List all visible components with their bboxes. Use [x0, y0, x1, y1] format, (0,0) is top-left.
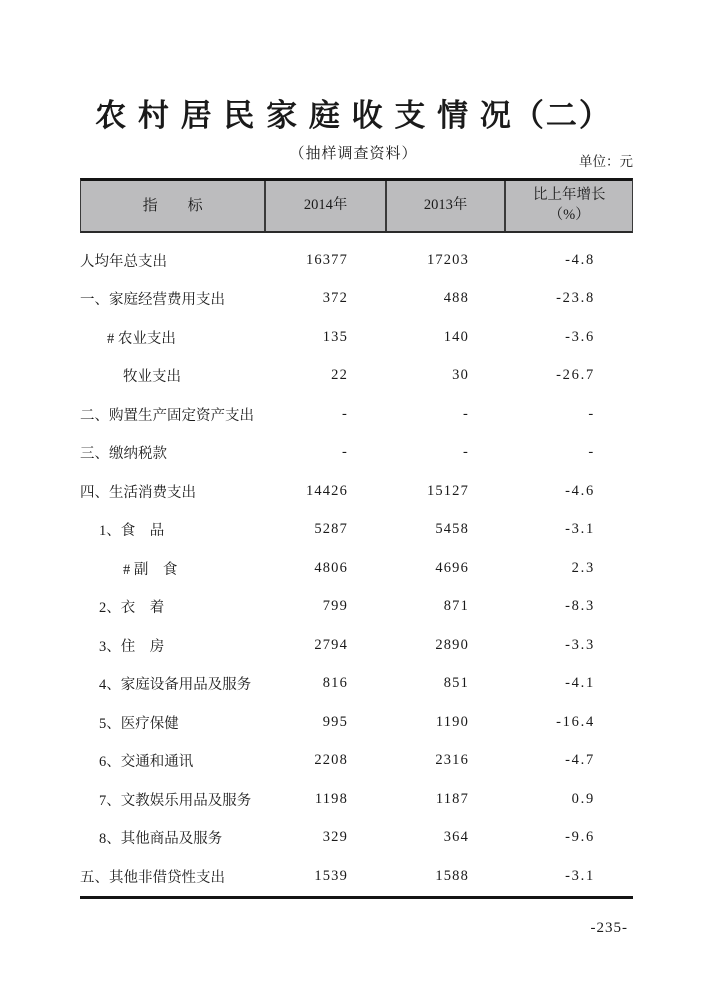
table-row — [80, 241, 633, 280]
row-label: 7、文教娱乐用品及服务 — [99, 792, 252, 809]
value-2013: 1190 — [435, 713, 469, 730]
value-growth-pct: -8.3 — [565, 598, 595, 615]
table-row — [80, 819, 633, 858]
row-label: 五、其他非借贷性支出 — [80, 869, 225, 886]
value-growth-pct: -3.3 — [565, 636, 595, 653]
row-label: 三、缴纳税款 — [80, 446, 167, 463]
table-row — [80, 742, 633, 781]
value-growth-pct: - — [588, 444, 595, 461]
value-growth-pct: 2.3 — [571, 559, 595, 576]
value-2014: - — [342, 444, 348, 461]
table-row — [80, 280, 633, 319]
expenditure-table — [80, 178, 633, 899]
row-label: 牧业支出 — [123, 369, 181, 386]
row-label: # 农业支出 — [107, 330, 176, 347]
row-label: 二、购置生产固定资产支出 — [80, 407, 254, 424]
table-row — [80, 665, 633, 704]
value-growth-pct: - — [588, 405, 595, 422]
value-2014: 16377 — [305, 251, 348, 268]
column-header-growth — [506, 181, 632, 231]
value-2014: - — [342, 405, 348, 422]
value-2014: 22 — [331, 367, 348, 384]
table-row — [80, 357, 633, 396]
value-2013: 5458 — [435, 521, 469, 538]
table-row — [80, 703, 633, 742]
row-label: 1、食 品 — [99, 523, 165, 540]
value-2014: 14426 — [305, 482, 348, 499]
value-growth-pct: 0.9 — [571, 790, 595, 807]
table-body — [80, 233, 633, 899]
value-2013: 4696 — [435, 559, 469, 576]
table-row — [80, 857, 633, 896]
column-header-2014-label: 2014年 — [303, 197, 348, 214]
value-2013: 364 — [443, 829, 469, 846]
value-2013: 851 — [443, 675, 469, 692]
value-2014: 995 — [322, 713, 348, 730]
value-2013: - — [463, 444, 469, 461]
value-2013: 1187 — [435, 790, 469, 807]
value-2013: 30 — [452, 367, 469, 384]
column-header-2013-label: 2013年 — [423, 197, 468, 214]
page-title: 农 村 居 民 家 庭 收 支 情 况（二） — [95, 98, 612, 133]
value-2013: - — [463, 405, 469, 422]
row-label: 2、衣 着 — [99, 600, 165, 617]
row-label: 一、家庭经营费用支出 — [80, 292, 225, 309]
value-growth-pct: -26.7 — [556, 367, 595, 384]
table-row — [80, 434, 633, 473]
value-growth-pct: -4.7 — [565, 752, 595, 769]
table-row — [80, 588, 633, 627]
value-growth-pct: -23.8 — [556, 290, 595, 307]
value-2013: 15127 — [426, 482, 469, 499]
row-label: 6、交通和通讯 — [99, 754, 194, 771]
page-subtitle: （抽样调查资料） — [289, 146, 418, 162]
column-header-2014 — [266, 181, 387, 231]
column-header-indicator-label: 指 标 — [142, 197, 203, 214]
value-2014: 372 — [322, 290, 348, 307]
table-row — [80, 472, 633, 511]
value-growth-pct: -3.1 — [565, 521, 595, 538]
table-row — [80, 511, 633, 550]
row-label: 3、住 房 — [99, 638, 165, 655]
row-label: 5、医疗保健 — [99, 715, 179, 732]
value-2014: 816 — [322, 675, 348, 692]
value-growth-pct: -4.1 — [565, 675, 595, 692]
column-header-growth-line2: （%） — [548, 207, 590, 223]
column-header-2013 — [387, 181, 507, 231]
row-label: 8、其他商品及服务 — [99, 831, 223, 848]
page-number: -235- — [590, 920, 628, 936]
row-label: # 副 食 — [123, 561, 178, 578]
value-growth-pct: -16.4 — [556, 713, 595, 730]
row-label: 四、生活消费支出 — [80, 484, 196, 501]
value-growth-pct: -4.8 — [565, 251, 595, 268]
row-label: 人均年总支出 — [80, 253, 167, 270]
column-header-indicator — [81, 181, 266, 231]
row-label: 4、家庭设备用品及服务 — [99, 677, 252, 694]
value-2014: 799 — [322, 598, 348, 615]
value-2014: 329 — [322, 829, 348, 846]
value-2013: 1588 — [435, 867, 469, 884]
value-2014: 1198 — [314, 790, 348, 807]
value-2014: 135 — [322, 328, 348, 345]
value-2013: 2890 — [435, 636, 469, 653]
table-row — [80, 626, 633, 665]
table-header-row — [80, 178, 633, 233]
table-row — [80, 318, 633, 357]
value-2013: 2316 — [435, 752, 469, 769]
value-2014: 2208 — [314, 752, 348, 769]
table-row — [80, 549, 633, 588]
value-2014: 4806 — [314, 559, 348, 576]
column-header-growth-line1: 比上年增长 — [532, 187, 606, 204]
value-growth-pct: -3.1 — [565, 867, 595, 884]
value-2014: 2794 — [314, 636, 348, 653]
value-2013: 140 — [443, 328, 469, 345]
value-2014: 1539 — [314, 867, 348, 884]
value-growth-pct: -4.6 — [565, 482, 595, 499]
value-growth-pct: -9.6 — [565, 829, 595, 846]
value-2013: 488 — [443, 290, 469, 307]
table-row — [80, 395, 633, 434]
table-row — [80, 780, 633, 819]
value-2014: 5287 — [314, 521, 348, 538]
value-2013: 17203 — [426, 251, 469, 268]
value-growth-pct: -3.6 — [565, 328, 595, 345]
value-2013: 871 — [443, 598, 469, 615]
unit-note: 单位：元 — [579, 154, 633, 169]
